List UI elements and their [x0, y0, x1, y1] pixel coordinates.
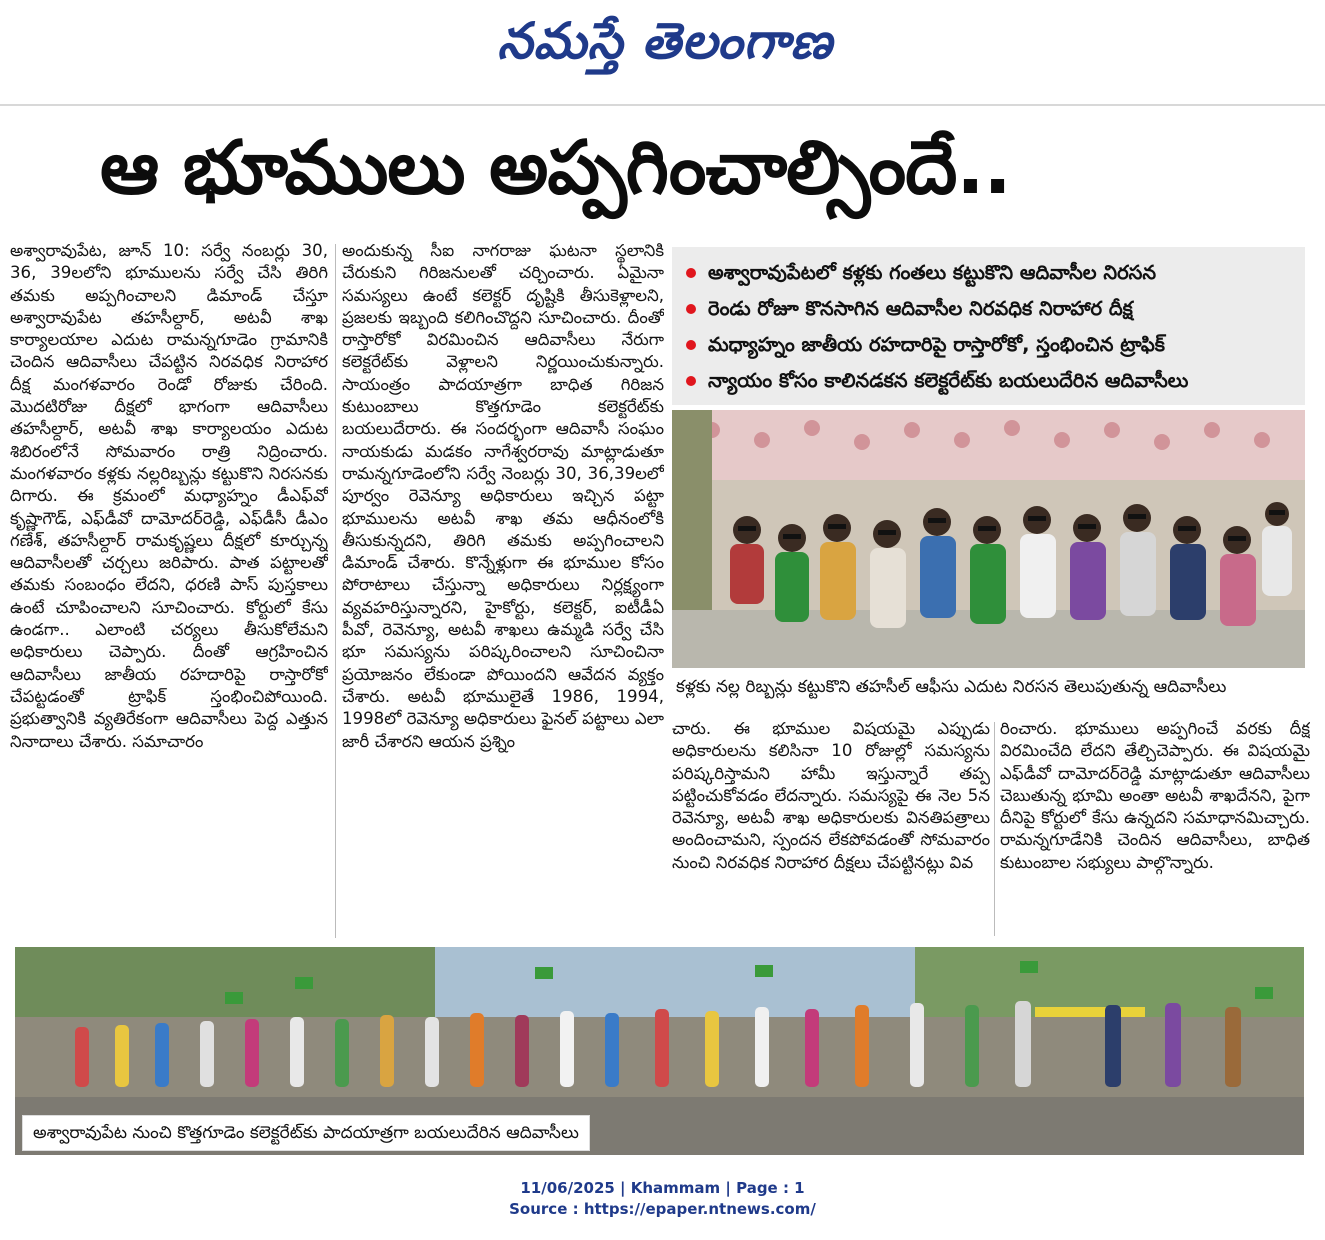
source-link[interactable]: Source : https://epaper.ntnews.com/	[509, 1200, 816, 1218]
protest-photo-caption: కళ్లకు నల్ల రిబ్బన్లు కట్టుకొని తహసీల్ ఆఫీసు ఎదుట నిరసన తెలుపుతున్న ఆదివాసీలు	[672, 672, 1305, 702]
article-column-4	[1000, 718, 1310, 940]
column-divider	[994, 722, 995, 936]
bullet-dot-icon	[686, 340, 696, 350]
article-text: రించారు. భూములు అప్పగించే వరకు దీక్ష విరమించేది లేదని తేల్చిచెప్పారు. ఈ విషయమై ఎఫ్‌డీవో దామోదర్‌రెడ్డి మాట్లాడుతూ ఆదివాసీలు చెబుతున్న భూమి అంతా అటవీ శాఖదేనని, పైగా దీనిపై కోర్టులో కేసు ఉన్నదని సమాధానమిచ్చారు. రామన్నగూడేనికి చెందిన ఆదివాసీలు, బాధిత కుటుంబాల సభ్యులు పాల్గొన్నారు.	[1000, 719, 1310, 872]
protest-photo	[672, 410, 1305, 668]
article-headline: ఆ భూములు అప్పగించాల్సిందే..	[100, 125, 1011, 211]
newspaper-masthead: నమస్తే తెలంగాణ	[497, 11, 833, 70]
article-text: చారు. ఈ భూముల విషయమై ఎప్పుడు అధికారులను కలిసినా 10 రోజుల్లో సమస్యను పరిష్కరిస్తామని హామీ ఇస్తున్నారే తప్ప పట్టించుకోవడం లేదన్నారు. సమస్యపై ఈ నెల 5న రెవెన్యూ, అటవీ శాఖ అధికారులకు వినతిపత్రాలు అందించామని, స్పందన లేకపోవడంతో సోమవారం నుంచి నిరవధిక నిరాహార దీక్షలు చేపట్టినట్లు వివ	[672, 719, 990, 872]
bullet-dot-icon	[686, 376, 696, 386]
highlight-item	[678, 327, 1305, 363]
highlight-item	[678, 291, 1305, 327]
highlight-text: అశ్వారావుపేటలో కళ్లకు గంతలు కట్టుకొని ఆదివాసీల నిరసన	[708, 261, 1157, 284]
highlight-text: న్యాయం కోసం కాలినడకన కలెక్టరేట్‌కు బయలుదేరిన ఆదివాసీలు	[708, 369, 1189, 392]
bullet-dot-icon	[686, 304, 696, 314]
article-column-3	[672, 718, 990, 940]
page-dateline: 11/06/2025 | Khammam | Page : 1	[520, 1179, 805, 1197]
highlight-item	[678, 255, 1305, 291]
article-column-1	[10, 240, 328, 940]
highlight-item	[678, 363, 1305, 399]
column-divider	[335, 244, 336, 938]
article-column-2	[342, 240, 664, 940]
march-photo-caption: అశ్వారావుపేట నుంచి కొత్తగూడెం కలెక్టరేట్‌కు పాదయాత్రగా బయలుదేరిన ఆదివాసీలు	[22, 1115, 590, 1151]
highlight-text: మధ్యాహ్నం జాతీయ రహదారిపై రాస్తారోకో, స్తంభించిన ట్రాఫిక్	[708, 333, 1165, 356]
article-text: అందుకున్న సీఐ నాగరాజు ఘటనా స్థలానికి చేరుకుని గిరిజనులతో చర్చించారు. ఏమైనా సమస్యలు ఉంటే కలెక్టర్ దృష్టికి తీసుకెళ్లాలని, ప్రజలకు ఇబ్బంది కలిగించొద్దని సూచించారు. దీంతో రాస్తారోకో విరమించిన ఆదివాసీలు నేరుగా కలెక్టరేట్‌కు వెళ్లాలని నిర్ణయించుకున్నారు. సాయంత్రం పాదయాత్రగా బాధిత గిరిజన కుటుంబాలు కొత్తగూడెం కలెక్టరేట్‌కు బయలుదేరారు. ఈ సందర్భంగా ఆదివాసీ సంఘం నాయకుడు మడకం నాగేశ్వరరావు మాట్లాడుతూ రామన్నగూడెంలోని సర్వే నెంబర్లు 30, 36,39లలో పూర్వం రెవెన్యూ అధికారులు ఇచ్చిన పట్టా భూములను అటవీ శాఖ తమ ఆధీనంలోకి తీసుకున్నదని, తిరిగి తమకు అప్పగించాలని డిమాండ్ చేశారు. కొన్నేళ్లుగా ఈ భూముల కోసం పోరాటాలు చేస్తున్నా అధికారులు నిర్లక్ష్యంగా వ్యవహరిస్తున్నారని, హైకోర్టు, కలెక్టర్, ఐటీడీఏ పీవో, రెవెన్యూ, అటవీ శాఖలు ఉమ్మడి సర్వే చేసి భూ సమస్యను పరిష్కరించాలని సూచించినా ప్రయోజనం లేకుండా పోయిందని ఆవేదన వ్యక్తం చేశారు. అటవీ భూములైతే 1986, 1994, 1998లో రెవెన్యూ అధికారులు ఫైనల్ పట్టాలు ఎలా జారీ చేశారని ఆయన ప్రశ్నిం	[342, 241, 664, 751]
article-text: అశ్వారావుపేట, జూన్ 10: సర్వే నంబర్లు 30, 36, 39లలోని భూములను సర్వే చేసి తిరిగి తమకు అప్పగించాలని డిమాండ్ చేస్తూ అశ్వారావుపేట తహసీల్దార్, అటవీ శాఖ కార్యాలయాల ఎదుట రామన్నగూడెం గ్రామానికి చెందిన ఆదివాసీలు చేపట్టిన నిరవధిక నిరాహార దీక్ష మంగళవారం రెండో రోజుకు చేరింది. మొదటిరోజు దీక్షలో భాగంగా ఆదివాసీలు తహసీల్దార్, అటవీ శాఖ కార్యాలయం ఎదుట శిబిరంలోనే సోమవారం రాత్రి నిద్రించారు. మంగళవారం కళ్లకు నల్లరిబ్బన్లు కట్టుకొని నిరసనకు దిగారు. ఈ క్రమంలో మధ్యాహ్నం డీఎఫ్‌వో కృష్ణాగౌడ్, ఎఫ్‌డీవో దామోదర్‌రెడ్డి, ఎఫ్‌డీసీ డీఎం గణేశ్, తహసీల్దార్ రామకృష్ణలు దీక్షలో కూర్చున్న ఆదివాసీలతో చర్చలు జరిపారు. పాత పట్టాలతో తమకు సంబంధం లేదని, ధరణి పాస్ పుస్తకాలు ఉంటే చూపించాలని సూచించారు. కోర్టులో కేసు ఉండగా.. ఎలాంటి చర్యలు తీసుకోలేమని అధికారులు చెప్పారు. దీంతో ఆగ్రహించిన ఆదివాసీలు జాతీయ రహదారిపై రాస్తారోకో చేపట్టడంతో ట్రాఫిక్ స్తంభించిపోయింది. ప్రభుత్వానికి వ్యతిరేకంగా ఆదివాసీలు పెద్ద ఎత్తున నినాదాలు చేశారు. సమాచారం	[10, 241, 328, 751]
masthead-rule	[0, 104, 1325, 106]
highlights-box	[672, 247, 1305, 405]
bullet-dot-icon	[686, 268, 696, 278]
highlight-text: రెండు రోజూ కొనసాగిన ఆదివాసీల నిరవధిక నిరాహార దీక్ష	[708, 297, 1133, 320]
